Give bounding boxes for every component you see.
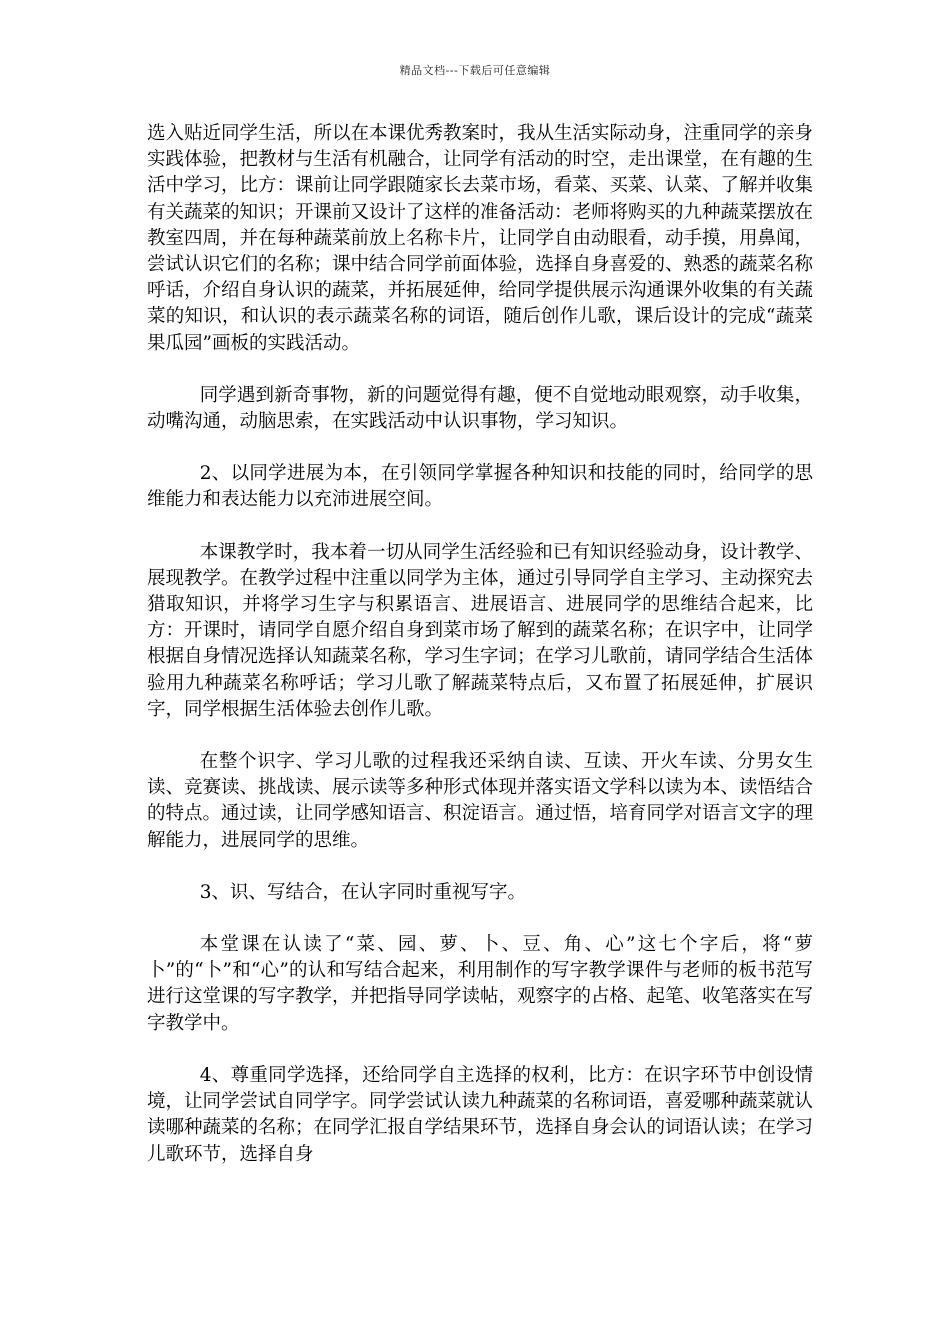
paragraph-gap xyxy=(147,906,813,932)
page-header: 精品文档---下载后可任意编辑 xyxy=(399,64,551,77)
paragraph-5: 在整个识字、学习儿歌的过程我还采纳自读、互读、开火车读、分男女生读、竞赛读、挑战读、展示读等多种形式体现并落实语文学科以读为本、读悟结合的特点。通过读，让同学感知语言、积淀语言。通过悟，培育同学对语言文字的理解能力，进展同学的思维。 xyxy=(147,751,814,851)
paragraph-3: 2、以同学进展为本，在引领同学掌握各种知识和技能的同时，给同学的思维能力和表达能力以充沛进展空间。 xyxy=(147,463,813,511)
paragraph-gap xyxy=(147,1037,813,1063)
paragraph-gap xyxy=(147,854,813,880)
paragraph-2: 同学遇到新奇事物，新的问题觉得有趣，便不自觉地动眼观察，动手收集，动嘴沟通，动脑思索，在实践活动中认识事物，学习知识。 xyxy=(147,384,813,433)
paragraph-6: 3、识、写结合，在认字同时重视写字。 xyxy=(199,881,526,903)
paragraph-gap xyxy=(147,435,813,461)
paragraph-gap xyxy=(147,514,813,540)
paragraph-gap xyxy=(147,723,813,749)
paragraph-8: 4、尊重同学选择，还给同学自主选择的权利，比方：在识字环节中创设情境，让同学尝试自同学字。同学尝试认读九种蔬菜的名称词语，喜爱哪种蔬菜就认读哪种蔬菜的名称；在同学汇报自学结果环节，选择自身会认的词语认读；在学习儿歌环节，选择自身 xyxy=(147,1064,814,1165)
paragraph-1: 选入贴近同学生活，所以在本课优秀教案时，我从生活实际动身，注重同学的亲身实践体验，把教材与生活有机融合，让同学有活动的时空，走出课堂，在有趣的生活中学习，比方：课前让同学跟随家长去菜市场，看菜、买菜、认菜、了解并收集有关蔬菜的知识；开课前又设计了这样的准备活动：老师将购买的九种蔬菜摆放在教室四周，并在每种蔬菜前放上名称卡片，让同学自由动眼看，动手摸，用鼻闻，尝试认识它们的名称；课中结合同学前面体验，选择自身喜爱的、熟悉的蔬菜名称呼话，介绍自身认识的蔬菜，并拓展延伸，给同学提供展示沟通课外收集的有关蔬菜的知识，和认识的表示蔬菜名称的词语，随后创作儿歌，课后设计的完成“蔬菜果瓜园”画板的实践活动。 xyxy=(147,123,814,354)
paragraph-4: 本课教学时，我本着一切从同学生活经验和已有知识经验动身，设计教学、展现教学。在教学过程中注重以同学为主体，通过引导同学自主学习、主动探究去猎取知识，并将学习生字与积累语言、进展语言、进展同学的思维结合起来，比方：开课时，请同学自愿介绍自身到菜市场了解到的蔬菜名称；在识字中，让同学根据自身情况选择认知蔬菜名称，学习生字词；在学习儿歌前，请同学结合生活体验用九种蔬菜名称呼话；学习儿歌了解蔬菜特点后，又布置了拓展延伸，扩展识字，同学根据生活体验去创作儿歌。 xyxy=(147,541,814,720)
paragraph-7: 本堂课在认读了“菜、园、萝、卜、豆、角、心”这七个字后，将“萝卜”的“卜”和“心”的认和写结合起来，利用制作的写字教学课件与老师的板书范写进行这堂课的写字教学，并把指导同学读帖，观察字的占格、起笔、收笔落实在写字教学中。 xyxy=(147,934,814,1034)
document-body xyxy=(147,121,813,1168)
paragraph-gap xyxy=(147,357,813,383)
